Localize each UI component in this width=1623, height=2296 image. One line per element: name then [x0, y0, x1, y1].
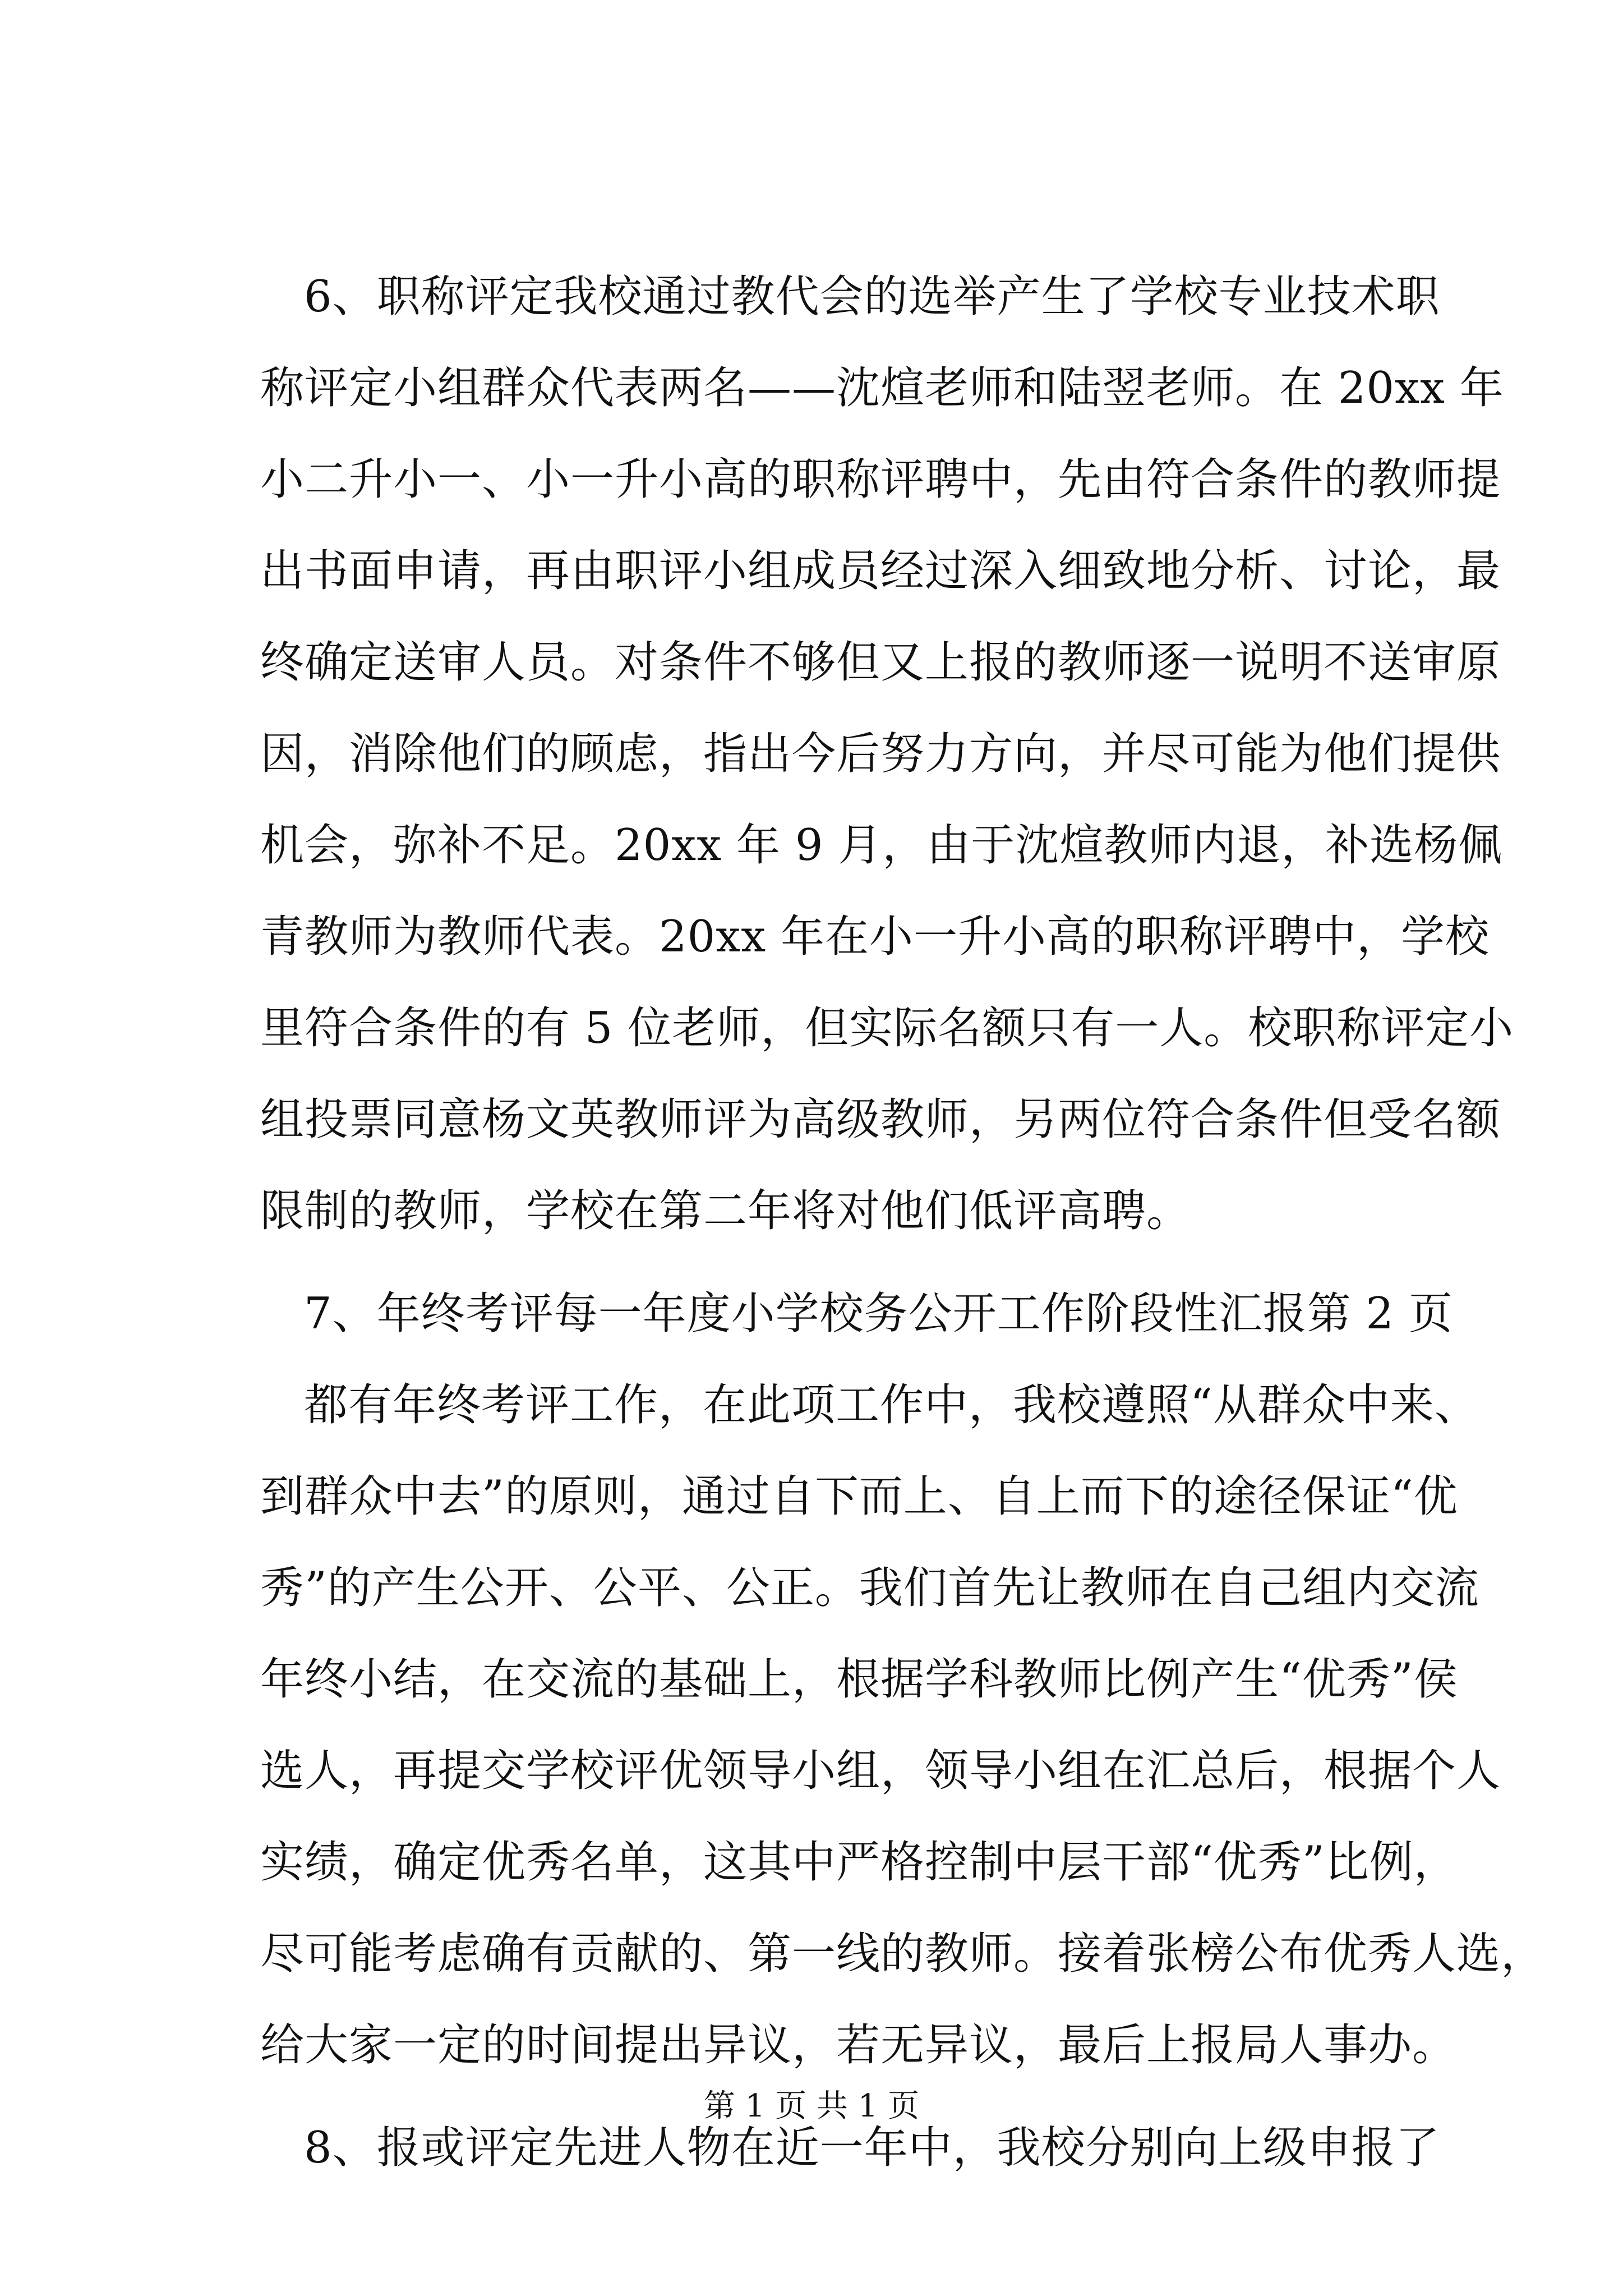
text-line: 机会，弥补不足。20xx 年 9 月，由于沈煊教师内退，补选杨佩	[260, 820, 1503, 871]
text-line: 7、年终考评每一年度小学校务公开工作阶段性汇报第 2 页	[304, 1289, 1453, 1339]
text-line: 出书面申请，再由职评小组成员经过深入细致地分析、讨论，最	[260, 546, 1501, 596]
text-line: 因，消除他们的顾虑，指出今后努力方向，并尽可能为他们提供	[260, 729, 1501, 779]
text-line: 6、职称评定我校通过教代会的选举产生了学校专业技术职	[304, 272, 1440, 322]
text-line: 8、报或评定先进人物在近一年中，我校分别向上级申报了	[304, 2123, 1440, 2173]
text-line: 终确定送审人员。对条件不够但又上报的教师逐一说明不送审原	[260, 637, 1501, 688]
text-line: 年终小结，在交流的基础上，根据学科教师比例产生“优秀”侯	[260, 1654, 1458, 1705]
text-line: 青教师为教师代表。20xx 年在小一升小高的职称评聘中，学校	[260, 912, 1490, 962]
text-line: 给大家一定的时间提出异议，若无异议，最后上报局人事办。	[260, 2020, 1457, 2070]
page-footer: 第 1 页 共 1 页	[703, 2088, 920, 2124]
text-line: 秀”的产生公开、公平、公正。我们首先让教师在自己组内交流	[260, 1563, 1479, 1613]
text-line: 选人，再提交学校评优领导小组，领导小组在汇总后，根据个人	[260, 1746, 1501, 1796]
text-line: 都有年终考评工作，在此项工作中，我校遵照“从群众中来、	[304, 1380, 1479, 1430]
text-line: 里符合条件的有 5 位老师，但实际名额只有一人。校职称评定小	[260, 1003, 1514, 1053]
text-line: 称评定小组群众代表两名——沈煊老师和陆翌老师。在 20xx 年	[260, 363, 1504, 413]
text-line: 实绩，确定优秀名单，这其中严格控制中层干部“优秀”比例，	[260, 1837, 1458, 1888]
text-line: 小二升小一、小一升小高的职称评聘中，先由符合条件的教师提	[260, 454, 1501, 505]
text-line: 限制的教师，学校在第二年将对他们低评高聘。	[260, 1186, 1191, 1236]
text-line: 尽可能考虑确有贡献的、第一线的教师。接着张榜公布优秀人选，	[260, 1929, 1546, 1979]
text-line: 组投票同意杨文英教师评为高级教师，另两位符合条件但受名额	[260, 1094, 1501, 1145]
text-line: 到群众中去”的原则，通过自下而上、自上而下的途径保证“优	[260, 1471, 1458, 1522]
document-body	[260, 251, 1546, 2194]
